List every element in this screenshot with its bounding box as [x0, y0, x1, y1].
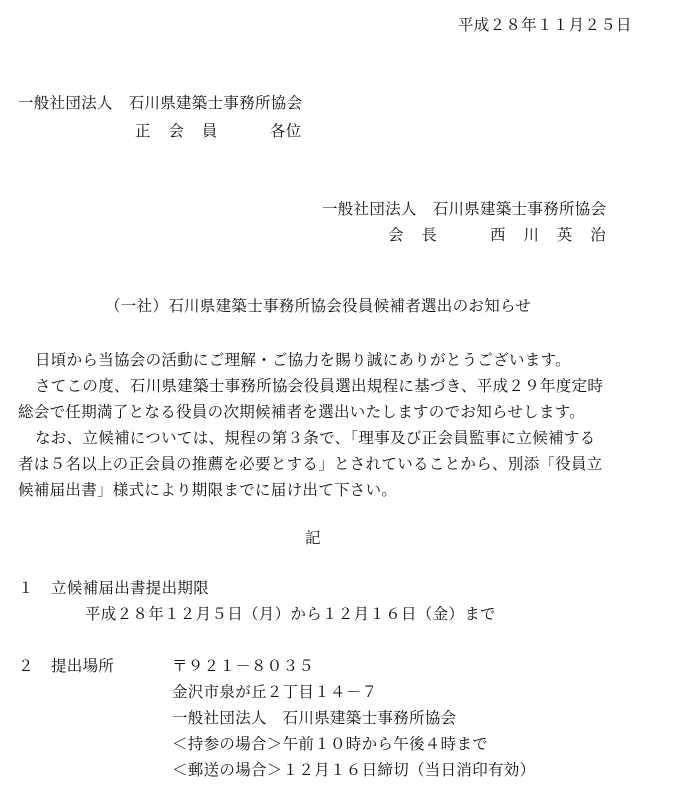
item-label: 提出場所: [51, 657, 115, 675]
body-line: なお、立候補については、規程の第３条で、「理事及び正会員監事に立候補する: [35, 429, 596, 447]
item-detail: 平成２８年１２月５日（月）から１２月１６日（金）まで: [85, 605, 496, 623]
item-number: １: [18, 579, 34, 597]
item-label: 立候補届出書提出期限: [51, 579, 210, 597]
sender-title: 会 長: [388, 226, 439, 244]
page-title: （一社）石川県建築士事務所協会役員候補者選出のお知らせ: [105, 297, 532, 315]
item-line: ＜郵送の場合＞１２月１６日締切（当日消印有効）: [172, 761, 536, 779]
item-line: 一般社団法人 石川県建築士事務所協会: [172, 709, 457, 727]
sender-org: 一般社団法人 石川県建築士事務所協会: [322, 200, 607, 218]
item-number: ２: [18, 657, 34, 675]
body-line: 日頃から当協会の活動にご理解・ご協力を賜り誠にありがとうございます。: [35, 351, 571, 369]
item-line: 〒９２１－８０３５: [172, 657, 315, 675]
item-line: ＜持参の場合＞午前１０時から午後４時まで: [172, 735, 489, 753]
recipient-honorific: 各位: [270, 122, 302, 140]
body-line: 者は５名以上の正会員の推薦を必要とする」とされていることから、別添「役員立: [18, 455, 603, 473]
item-line: 金沢市泉が丘２丁目１４－７: [172, 683, 378, 701]
body-line: さてこの度、石川県建築士事務所協会役員選出規程に基づき、平成２９年度定時: [35, 377, 604, 395]
sender-name: 西 川 英 治: [490, 226, 607, 244]
recipient-org: 一般社団法人 石川県建築士事務所協会: [18, 94, 303, 112]
body-line: 総会で任期満了となる役員の次期候補者を選出いたしますのでお知らせします。: [18, 403, 586, 421]
body-line: 候補届出書」様式により期限までに届け出て下さい。: [18, 481, 398, 499]
recipient-members: 正 会 員: [135, 122, 219, 140]
date: 平成２８年１１月２５日: [458, 16, 632, 34]
ki-heading: 記: [305, 529, 321, 547]
